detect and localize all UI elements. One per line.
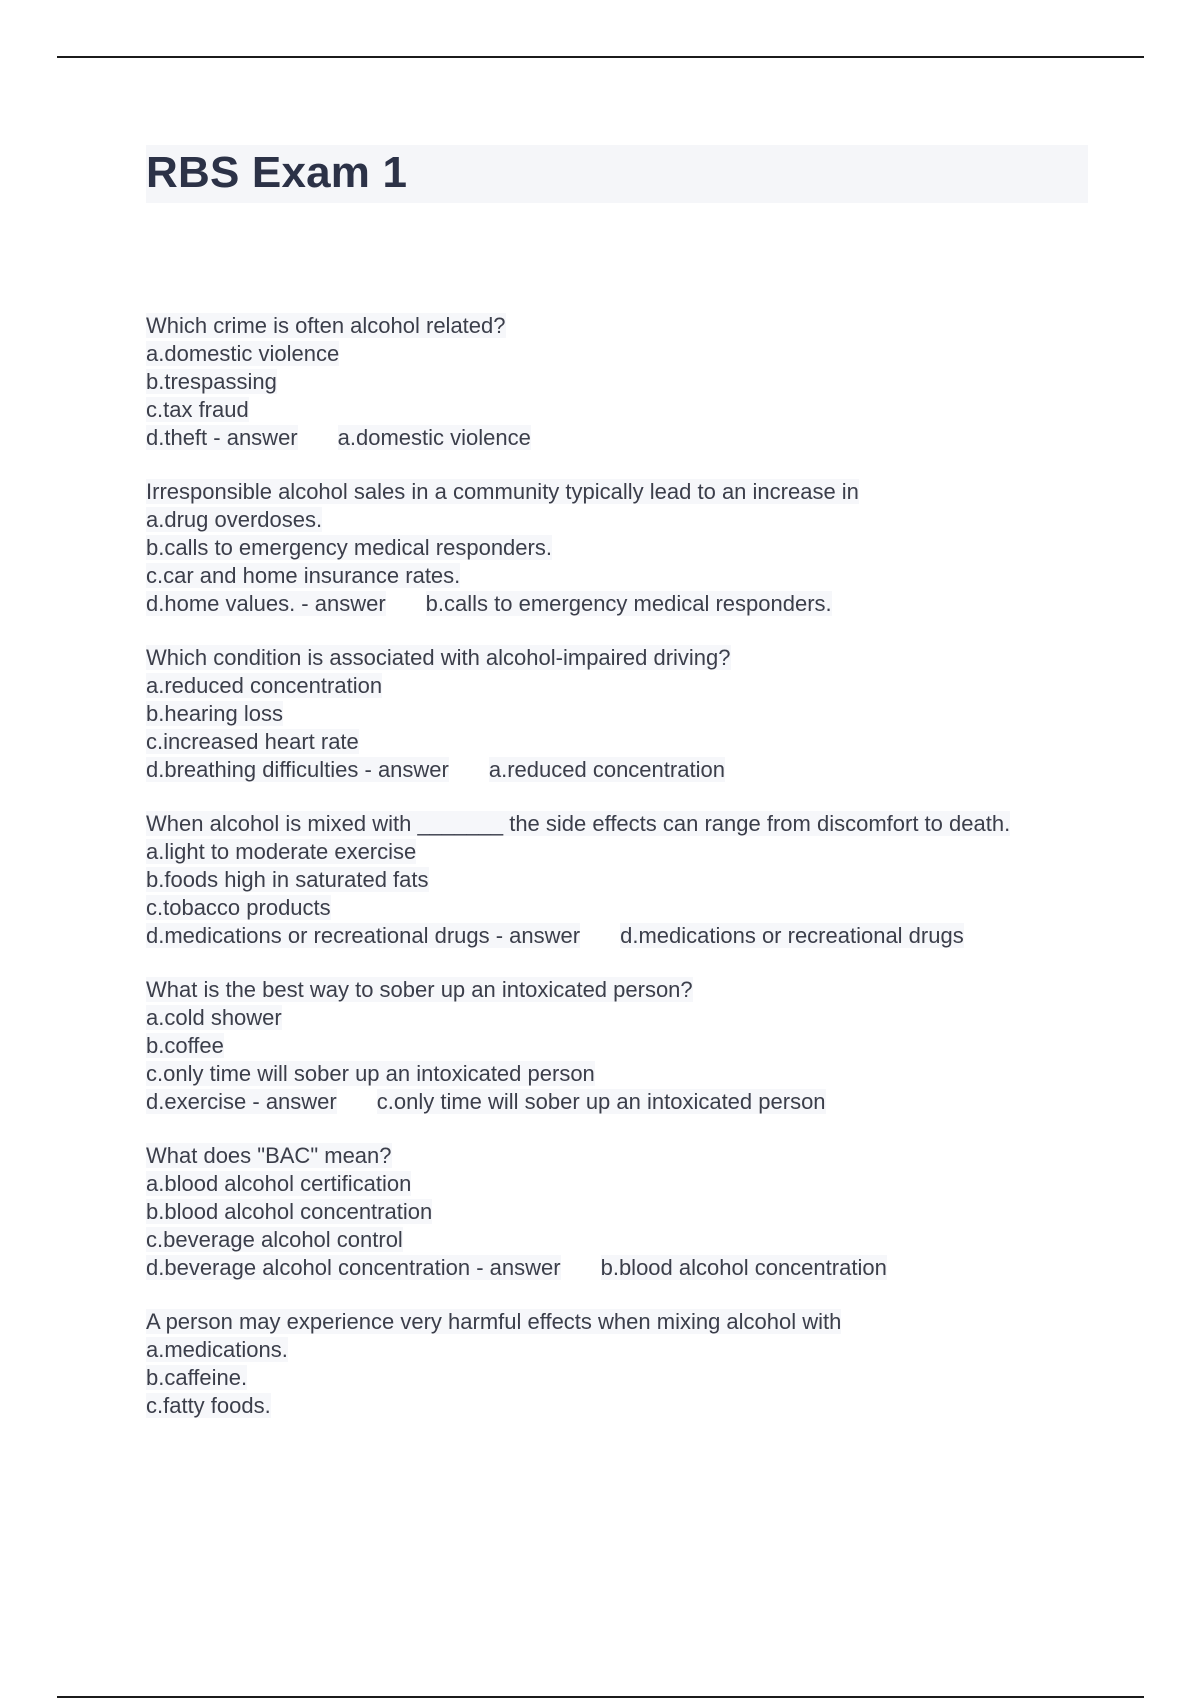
question-text: When alcohol is mixed with _______ the side effects can range from discomfort to death. [146, 811, 1011, 836]
document-title: RBS Exam 1 [146, 148, 408, 197]
answer-text: d.medications or recreational drugs [620, 923, 964, 948]
option-c: c.fatty foods. [146, 1393, 271, 1418]
option-c: c.car and home insurance rates. [146, 563, 461, 588]
option-c: c.only time will sober up an intoxicated person [146, 1061, 595, 1086]
option-a: a.light to moderate exercise [146, 839, 417, 864]
option-b: b.foods high in saturated fats [146, 867, 429, 892]
option-d: d.home values. - answer [146, 591, 386, 616]
option-a: a.reduced concentration [146, 673, 383, 698]
option-b: b.trespassing [146, 369, 277, 394]
question-block-3 [146, 644, 1106, 784]
option-c: c.beverage alcohol control [146, 1227, 403, 1252]
answer-text: a.reduced concentration [488, 757, 725, 782]
question-list [146, 312, 1106, 1446]
answer-text: b.calls to emergency medical responders. [425, 591, 832, 616]
option-b: b.calls to emergency medical responders. [146, 535, 552, 560]
option-b: b.blood alcohol concentration [146, 1199, 433, 1224]
option-a: a.domestic violence [146, 341, 340, 366]
question-block-7 [146, 1308, 1106, 1420]
option-d: d.breathing difficulties - answer [146, 757, 449, 782]
option-c: c.tax fraud [146, 397, 249, 422]
answer-text: a.domestic violence [337, 425, 531, 450]
option-b: b.caffeine. [146, 1365, 248, 1390]
bottom-rule [57, 1696, 1144, 1698]
option-a: a.cold shower [146, 1005, 282, 1030]
question-block-2 [146, 478, 1106, 618]
option-d: d.beverage alcohol concentration - answer [146, 1255, 561, 1280]
question-text: Which crime is often alcohol related? [146, 313, 506, 338]
question-text: What is the best way to sober up an intoxicated person? [146, 977, 693, 1002]
question-text: Irresponsible alcohol sales in a community typically lead to an increase in [146, 479, 859, 504]
option-b: b.coffee [146, 1033, 224, 1058]
option-a: a.medications. [146, 1337, 288, 1362]
question-block-4 [146, 810, 1106, 950]
option-b: b.hearing loss [146, 701, 283, 726]
option-d: d.exercise - answer [146, 1089, 337, 1114]
top-rule [57, 56, 1144, 58]
question-text: Which condition is associated with alcohol-impaired driving? [146, 645, 731, 670]
question-block-6 [146, 1142, 1106, 1282]
option-d: d.theft - answer [146, 425, 298, 450]
question-block-5 [146, 976, 1106, 1116]
option-c: c.tobacco products [146, 895, 331, 920]
answer-text: b.blood alcohol concentration [600, 1255, 887, 1280]
option-a: a.drug overdoses. [146, 507, 323, 532]
question-block-1 [146, 312, 1106, 452]
answer-text: c.only time will sober up an intoxicated person [376, 1089, 826, 1114]
question-text: What does "BAC" mean? [146, 1143, 392, 1168]
option-d: d.medications or recreational drugs - answer [146, 923, 581, 948]
option-c: c.increased heart rate [146, 729, 359, 754]
option-a: a.blood alcohol certification [146, 1171, 412, 1196]
question-text: A person may experience very harmful effects when mixing alcohol with [146, 1309, 842, 1334]
